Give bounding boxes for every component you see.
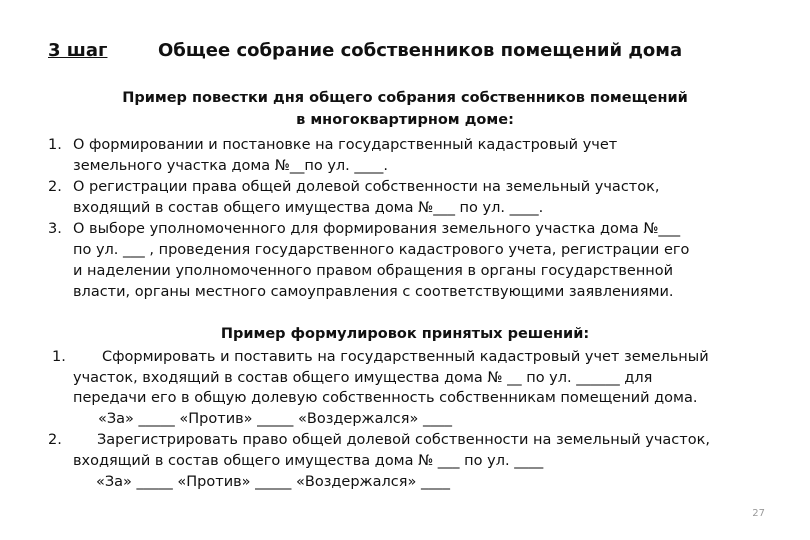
- step-label: 3 шаг: [48, 40, 108, 61]
- agenda-item-text: земельного участка дома №__по ул. ____.: [73, 158, 389, 174]
- agenda-item-text: О регистрации права общей долевой собственности на земельный участок,: [73, 179, 660, 195]
- page-title: Общее собрание собственников помещений дома: [158, 40, 683, 61]
- agenda-item-text: О формировании и постановке на государственный кадастровый учет: [73, 137, 618, 153]
- page-number: 27: [752, 508, 765, 519]
- agenda-item-text: по ул. ___ , проведения государственного кадастрового учета, регистрации его: [73, 242, 690, 258]
- agenda-item-text: входящий в состав общего имущества дома №___ по ул. ____.: [73, 200, 544, 216]
- decision-item-number: 1.: [52, 349, 66, 365]
- agenda-heading: Пример повестки дня общего собрания собственников помещений: [122, 90, 688, 106]
- agenda-item-text: О выборе уполномоченного для формирования земельного участка дома №___: [73, 221, 681, 237]
- agenda-heading-2: в многоквартирном доме:: [296, 112, 514, 128]
- decision-vote-line: «За» _____ «Против» _____ «Воздержался» ____: [96, 474, 450, 490]
- decisions-heading: Пример формулировок принятых решений:: [220, 326, 590, 342]
- agenda-item-number: 2.: [48, 179, 62, 195]
- agenda-item-number: 1.: [48, 137, 62, 153]
- decision-vote-line: «За» _____ «Против» _____ «Воздержался» ____: [98, 411, 452, 427]
- agenda-item-number: 3.: [48, 221, 62, 237]
- agenda-item-text: власти, органы местного самоуправления с соответствующими заявлениями.: [73, 284, 674, 300]
- decision-item-number: 2.: [48, 432, 62, 448]
- decision-item-text: передачи его в общую долевую собственность собственникам помещений дома.: [73, 390, 698, 406]
- decision-item-text: участок, входящий в состав общего имущества дома № __ по ул. ______ для: [73, 370, 653, 386]
- decision-item-text: Сформировать и поставить на государственный кадастровый учет земельный: [102, 349, 709, 365]
- agenda-item-text: и наделении уполномоченного правом обращения в органы государственной: [73, 263, 674, 279]
- decision-item-text: входящий в состав общего имущества дома № ___ по ул. ____: [73, 453, 544, 469]
- decision-item-text: Зарегистрировать право общей долевой собственности на земельный участок,: [97, 432, 710, 448]
